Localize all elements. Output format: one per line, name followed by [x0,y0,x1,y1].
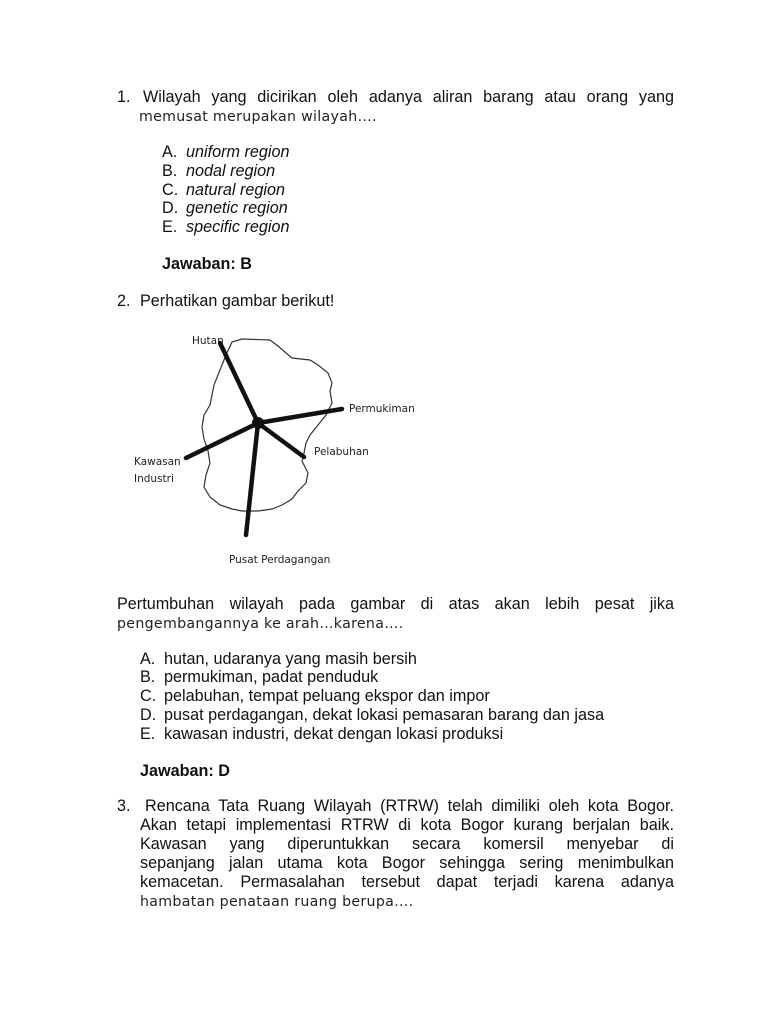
q1-option-e: E. specific region [162,218,290,236]
q3-text-line6: hambatan penataan ruang berupa…. [140,894,414,910]
q1-text-line1: Wilayah yang dicirikan oleh adanya aliran barang atau orang yang [143,88,674,106]
q2-number: 2. [117,292,131,310]
q3-text-line2: Akan tetapi implementasi RTRW di kota Bogor kurang berjalan baik. [140,816,674,834]
q2-option-d: D. pusat perdagangan, dekat lokasi pemasaran barang dan jasa [140,706,605,724]
q2-option-e: E. kawasan industri, dekat dengan lokasi produksi [140,725,504,743]
label-permukiman: Permukiman [349,403,415,415]
spoke-hutan [220,343,258,423]
q3-text-line5: kemacetan. Permasalahan tersebut dapat terjadi karena adanya [140,873,674,891]
q2-option-b: B. permukiman, padat penduduk [140,668,379,686]
q2-option-a: A. hutan, udaranya yang masih bersih [140,650,417,668]
spoke-permukiman [258,409,342,423]
q1-option-c: C. natural region [162,181,285,199]
spoke-pusat-perdagangan [246,423,258,535]
q1-option-b: B. nodal region [162,162,276,180]
spoke-kawasan-industri [186,423,258,458]
q3-text-line4: sepanjang jalan utama kota Bogor sehingga sering menimbulkan [140,854,674,872]
q1-number: 1. [117,88,131,106]
label-pelabuhan: Pelabuhan [314,446,369,458]
q1-option-a: A. uniform region [162,143,290,161]
spoke-pelabuhan [258,423,304,457]
q3-number: 3. [117,797,131,815]
q3-text-line3: Kawasan yang diperuntukkan secara komersil menyebar di [140,835,674,853]
q2-question-line2: pengembangannya ke arah…karena…. [117,616,404,632]
label-pusat-perdagangan: Pusat Perdagangan [229,554,331,566]
q1-text-line2: memusat merupakan wilayah…. [139,109,377,125]
q2-intro: Perhatikan gambar berikut! [140,292,335,310]
q2-question-line1: Pertumbuhan wilayah pada gambar di atas akan lebih pesat jika [117,595,674,613]
q2-answer: Jawaban: D [140,762,230,780]
q3-text-line1: Rencana Tata Ruang Wilayah (RTRW) telah dimiliki oleh kota Bogor. [145,797,674,815]
q1-answer: Jawaban: B [162,255,252,273]
label-industri: Industri [134,473,174,485]
region-diagram [120,325,440,575]
q2-option-c: C. pelabuhan, tempat peluang ekspor dan impor [140,687,490,705]
label-kawasan: Kawasan [134,456,181,468]
region-outline [202,339,332,511]
q1-option-d: D. genetic region [162,199,288,217]
label-hutan: Hutan [192,335,224,347]
center-node [252,417,264,429]
